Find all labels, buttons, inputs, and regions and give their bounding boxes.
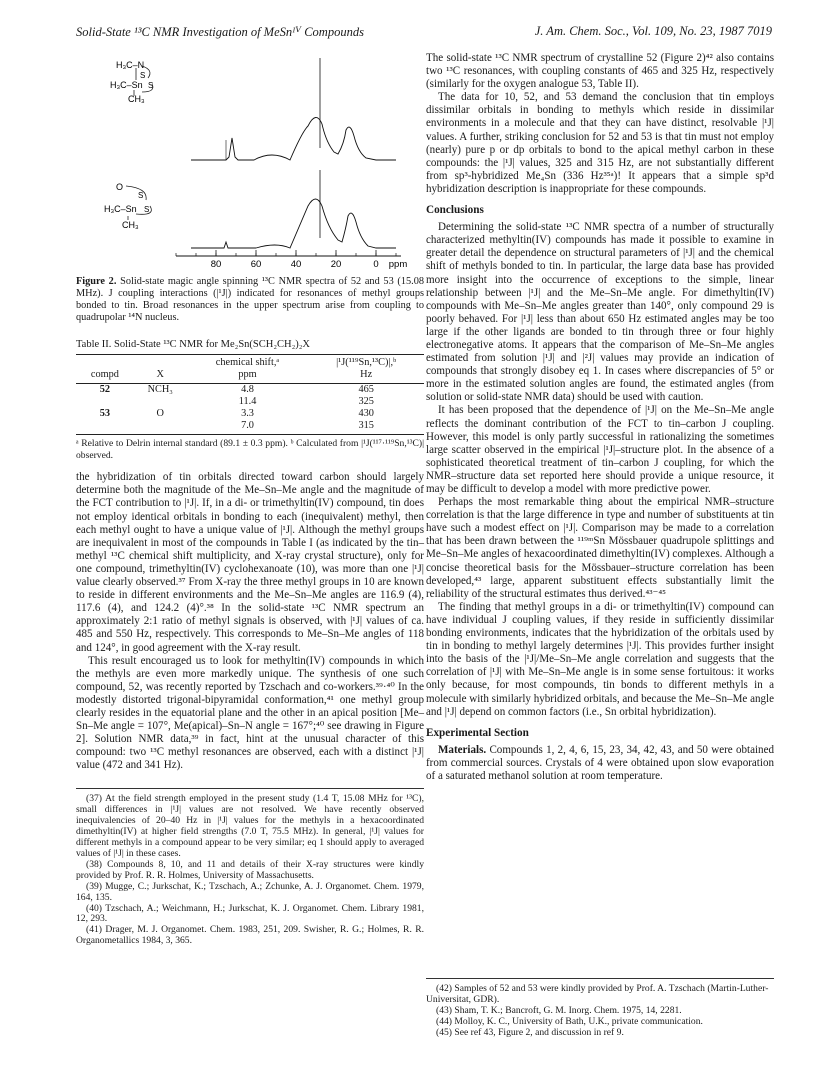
struct-bottom-ch3: CH₃ xyxy=(122,220,139,230)
ppm-axis xyxy=(176,250,407,270)
body-paragraph: The data for 10, 52, and 53 demand the conclusion that tin employs dissimilar orbitals in bonding to methyls which reside in dissimilar environments in a molecule and that they can have distinct, resolvable |¹J| values. A further, striking conclusion for 52 and 53 is that tin must not employ (nearly) pure p or dp orbitals to bond to the apical methyl carbon in these compounds: the |¹J| values, 325 and 315 Hz, are not substantially different from sp³-hybridized Me₄Sn (336 Hz³⁵ᵃ)! It appears that a simple sp³d hybridization description is inappropriate for these compounds. xyxy=(426,91,774,195)
table-cell xyxy=(134,420,187,435)
struct-bottom-o-label: O xyxy=(116,182,124,192)
axis-tick-label: 80 xyxy=(210,259,222,270)
table-cell: compd xyxy=(76,369,134,384)
axis-tick-label: 20 xyxy=(330,259,342,270)
footnote: (42) Samples of 52 and 53 were kindly provided by Prof. A. Tzschach (Martin-Luther-Universitat, GDR). xyxy=(426,983,769,1005)
running-head-title: Solid-State ¹³C NMR Investigation of MeSnᴵⱽ Compounds xyxy=(76,25,364,39)
conclusions-paragraph: Determining the solid-state ¹³C NMR spectra of a number of structurally characterized methyltin(IV) compounds has made it possible to examine in greater detail the dependence on structural parameters of |¹J| and the chemical shift of methyls bonded to tin. In particular, the large data base has provided more insight into the occurrence of exceptions to the simple, linear relationship between |¹J| and the Me–Sn–Me angle. For dimethyltin(IV) compounds with Me–Sn–Me angles greater than 140°, only compound 29 is poorly behaved. For |¹J| less than about 650 Hz estimated angles may be too large if the other ligands are bonded to tin through three or four highly electronegative atoms. It appears that the comparison of Me–Sn–Me angles estimated from solution |¹J| and |²J| values may provide an indication of compounds that strongly disobey eq 1. In cases where discrepancies of 5° or more in the estimated solution angles are found, the estimated angles (from solution or solid-state NMR data) should be used with caution. xyxy=(426,221,774,404)
spectrum-53-trace xyxy=(191,199,396,248)
table-cell xyxy=(76,355,134,370)
body-paragraph: The solid-state ¹³C NMR spectrum of crystalline 52 (Figure 2)⁴² also contains two ¹³C resonances, with coupling constants of 465 and 325 Hz, respectively (similarly for the oxygen analogue 53, Table II). xyxy=(426,52,774,91)
footnote: (37) At the field strength employed in the present study (1.4 T, 15.08 MHz for ¹³C), small differences in |¹J| values are not resolved. We have recently observed inequivalencies of 20–40 Hz in |¹J| values for the methyls in a hexacoordinated dimethyltin(IV) at higher field strengths (7.0 T, 75.5 MHz). In general, |¹J| values for different methyls in a compound appear to be very similar; eq 1 should apply to averaged values of |¹J| in these cases. xyxy=(76,793,424,859)
footnote: (39) Mugge, C.; Jurkschat, K.; Tzschach, A.; Zchunke, A. J. Organomet. Chem. 1979, 164, 135. xyxy=(76,880,424,903)
experimental-heading: Experimental Section xyxy=(426,726,529,739)
table-cell xyxy=(76,420,134,435)
table-cell: 53 xyxy=(99,408,111,420)
table-2 xyxy=(76,354,424,435)
right-column xyxy=(426,52,774,783)
table-2-footnote: ᵃ Relative to Delrin internal standard (89.1 ± 0.3 ppm). ᵇ Calculated from |¹J(¹¹⁷·¹¹⁹Sn,¹³C)| observed. xyxy=(76,438,424,461)
struct-top-ch3: CH₃ xyxy=(128,94,145,104)
table-cell: 325 xyxy=(358,396,374,408)
table-cell: chemical shift,ᵃ xyxy=(187,355,309,370)
table-cell: 7.0 xyxy=(187,420,309,435)
footnote: (43) Sham, T. K.; Bancroft, G. M. Inorg. Chem. 1975, 14, 2281. xyxy=(436,1004,682,1016)
conclusions-paragraph: Perhaps the most remarkable thing about the empirical NMR–structure correlation is that the large difference in type and number of substituents at tin have such a modest effect on |¹J|. Comparison may be made to a correlation that has been drawn between the ¹¹⁹ᵐSn Mössbauer quadrupole splittings and Me–Sn–Me angles of hexacoordinated dimethyltin(IV) complexes. Although a concise theoretical basis for the Mössbauer–structure correlation has been developed,⁴³ large, apparent substituent effects substantially limit the reliability of the structural estimates thus derived.⁴³⁻⁴⁵ xyxy=(426,496,774,600)
table-cell: 430 xyxy=(358,408,374,420)
right-footnotes xyxy=(426,978,774,1039)
table-row xyxy=(76,384,424,397)
table-row xyxy=(76,396,424,408)
axis-tick-label: 40 xyxy=(290,259,302,270)
table-cell: 315 xyxy=(308,420,424,435)
figure-caption-text: Solid-state magic angle spinning ¹³C NMR spectra of 52 and 53 (15.08 MHz). J coupling interactions (|¹J|) indicated for resonances of methyl groups bonded to tin. Broad resonances in the upper spectrum arise from coupling to quadrupolar ¹⁴N nucleus. xyxy=(76,276,425,324)
conclusions-paragraph: It has been proposed that the dependence of |¹J| on the Me–Sn–Me angle reflects the dominant contribution of the FCT to tin–carbon J coupling. However, this model is only partly successful in rationalizing the sometimes large scatter observed in the empirical |¹J|–structure plot. In the absence of a sophisticated theoretical treatment of tin–carbon J coupling, for which the NMR–structure data set reported here should provide a unique resource, it may be difficult to develop a model with more predictive power. xyxy=(426,404,774,495)
footnote: (41) Drager, M. J. Organomet. Chem. 1983, 251, 209. Swisher, R. G.; Holmes, R. R. Organometallics 1984, 3, 365. xyxy=(76,924,424,947)
table-cell: Hz xyxy=(308,369,424,384)
table-cell: 11.4 xyxy=(238,396,257,408)
figure-2 xyxy=(76,52,424,274)
table-row xyxy=(76,355,424,370)
materials-paragraph xyxy=(426,744,774,783)
table-cell: 465 xyxy=(358,384,374,396)
table-cell xyxy=(76,396,134,408)
table-cell: 3.3 xyxy=(241,408,254,420)
struct-top-s2: S xyxy=(148,81,154,90)
table-cell: 4.8 xyxy=(241,384,254,396)
footnote: (38) Compounds 8, 10, and 11 and details of their X-ray structures were kindly provided by Prof. R. R. Holmes, University of Massachusetts. xyxy=(76,858,424,881)
table-cell: X xyxy=(134,369,187,384)
axis-tick-label: 0 xyxy=(373,259,379,270)
structure-53 xyxy=(104,182,151,230)
conclusions-paragraph: The finding that methyl groups in a di- or trimethyltin(IV) compound can have individual J coupling values, if they reside in sufficiently dissimilar bonding environments, indicates that the hybridization of the orbitals used by tin in bonding to methyl largely determines |¹J|. This provides further insight into the basis of the |¹J|/Me–Sn–Me angle correlation and suggests that the correlation of |¹J| with Me–Sn–Me angle is in some sense fortuitous: it works only because, for most compounds, tin bonds to different methyls in a molecule with similarly hybridized orbitals, and because the Me–Sn–Me angle and |¹J| depend on common factors (i.e., Sn orbital hybridization). xyxy=(426,600,774,718)
body-paragraph: This result encouraged us to look for methyltin(IV) compounds in which the methyls are even more markedly unique. The synthesis of one such compound, 52, was recently reported by Tzschach and co-workers.³⁹·⁴⁰ In the modestly distorted trigonal-bipyramidal conformation,⁴¹ one methyl group clearly resides in the equatorial plane and the other in an apical position [Me–Sn–Me angle = 107°, Me(apical)–Sn–N angle = 167°;⁴⁰ see drawing in Figure 2]. Solution NMR data,³⁹ in fact, hint at the unusual character of this compound: two ¹³C methyl resonances are observed, each with a distinct |¹J| value (472 and 341 Hz). xyxy=(76,654,424,772)
table-cell xyxy=(134,355,187,370)
figure-caption-label: Figure 2. xyxy=(76,276,117,287)
figure-caption xyxy=(76,276,424,324)
table-cell xyxy=(134,396,187,408)
struct-bottom-s1: S xyxy=(138,191,144,200)
running-head-citation: J. Am. Chem. Soc., Vol. 109, No. 23, 1987 7019 xyxy=(534,24,772,38)
struct-top-n-label: H₃C–N xyxy=(116,60,145,70)
conclusions-heading: Conclusions xyxy=(426,204,484,217)
struct-bottom-s2: S xyxy=(144,205,150,214)
struct-top-sn-label: H₃C–Sn xyxy=(110,80,143,90)
table-row xyxy=(76,369,424,384)
axis-unit-label: ppm xyxy=(388,259,408,270)
left-column xyxy=(76,52,424,947)
body-paragraph: the hybridization of tin orbitals directed toward carbon should largely determine both the magnitude of the Me–Sn–Me angle and the magnitude of the FCT contribution to |¹J|. If, in a di- or trimethyltin(IV) compound, tin does not employ identical orbitals in bonding to each (inequivalent) methyl, then each methyl ought to have a unique value of |¹J|. Although the methyl groups are inequivalent in most of the compounds in Table I (as indicated by the tin–methyl ¹³C chemical shift multiplicity, and X-ray crystal structure), only for one compound, trimethyltin(IV) cyclohexanoate (10), was more than one |¹J| value clearly observed.³⁷ From X-ray the three methyl groups in 10 are known to reside in different environments and the Me–Sn–Me angles are 116.9 (4), 117.6 (4), and 124.2 (4)°.³⁸ In the solid-state ¹³C NMR spectrum an approximately 2:1 ratio of methyl signals is observed, with |¹J| values of ca. 485 and 550 Hz, respectively. This corresponds to Me–Sn–Me angles of 118 and 124°, in good agreement with the X-ray result. xyxy=(76,471,424,654)
table-row xyxy=(76,408,424,420)
table-row xyxy=(76,420,424,435)
materials-text: Compounds 1, 2, 4, 6, 15, 23, 34, 42, 43, and 50 were obtained from commercial sources. Crystals of 4 were obtained upon slow evaporation of a saturated methanol solution at room temperature. xyxy=(426,743,774,782)
nmr-spectra-figure xyxy=(76,52,424,274)
table-2-title: Table II. Solid-State ¹³C NMR for Me₂Sn(SCH₂CH₂)₂X xyxy=(76,339,310,351)
struct-top-s1: S xyxy=(140,71,146,80)
spectrum-52-trace xyxy=(191,117,396,160)
left-footnotes xyxy=(76,788,424,947)
footnote: (45) See ref 43, Figure 2, and discussion in ref 9. xyxy=(436,1026,624,1038)
footnote: (44) Molloy, K. C., University of Bath, U.K., private communication. xyxy=(436,1015,703,1027)
materials-label: Materials. xyxy=(438,743,487,756)
structure-52 xyxy=(110,60,153,104)
running-head xyxy=(76,24,772,42)
axis-tick-label: 60 xyxy=(250,259,262,270)
table-cell: O xyxy=(156,408,164,420)
table-cell: 52 xyxy=(99,384,111,396)
table-cell: ppm xyxy=(187,369,309,384)
footnote: (40) Tzschach, A.; Weichmann, H.; Jurkschat, K. J. Organomet. Chem. Library 1981, 12, 293. xyxy=(76,902,424,925)
struct-bottom-sn-label: H₃C–Sn xyxy=(104,204,137,214)
table-cell: |¹J(¹¹⁹Sn,¹³C)|,ᵇ xyxy=(308,355,424,370)
table-cell: NCH₃ xyxy=(147,384,173,396)
